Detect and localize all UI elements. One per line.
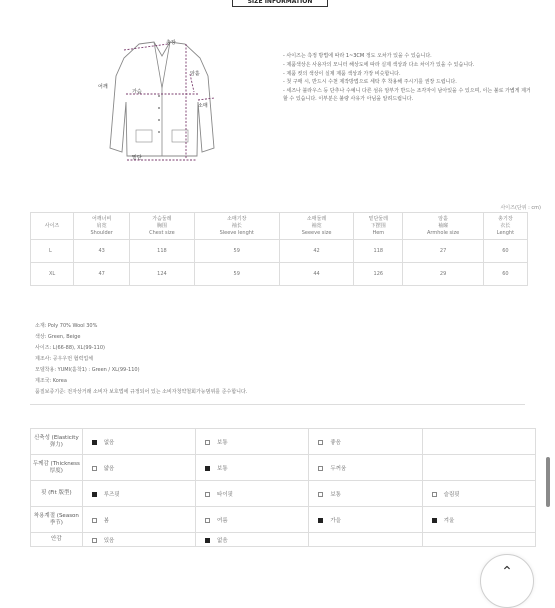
info-line: 제조사: 공우우먼 협력업체 [35,356,93,362]
garment-diagram [96,36,226,166]
size-header-cell [354,213,403,240]
checkbox[interactable] [205,492,210,497]
checkbox[interactable] [92,518,97,523]
fit-option-cell [196,507,309,533]
checked-checkbox[interactable] [92,492,97,497]
info-line: 소재: Poly 70% Wool 30% [35,323,98,329]
fit-row-label [31,533,83,547]
checkbox[interactable] [205,440,210,445]
fit-table [30,428,536,547]
size-header-text: 총기장 [498,215,513,222]
note-line: - 사이즈는 측정 방법에 따라 1~3CM 정도 오차가 있을 수 있습니다. [283,53,432,59]
fit-option-cell [196,455,309,481]
fit-option-label: 얇음 [103,465,115,472]
fit-option-label: 겨울 [443,517,455,524]
fit-row [31,481,536,507]
size-header-cell [74,213,130,240]
size-cell: 126 [354,263,403,286]
fit-option-cell [309,533,422,547]
size-cell: 59 [194,240,279,263]
checked-checkbox[interactable] [205,538,210,543]
fit-option-cell [422,533,535,547]
cardigan-illustration [96,36,226,166]
fit-label-text: 두께감 (Thickness [32,460,80,467]
fit-option-cell [309,429,422,455]
size-cell: 43 [74,240,130,263]
length-label: 총장 [166,40,176,46]
size-cell: 42 [279,240,353,263]
fit-option-cell [82,507,195,533]
fit-option-label: 봄 [103,517,110,524]
size-cell: 44 [279,263,353,286]
size-cell: 29 [403,263,483,286]
note-line: - 세즈나 블라우스 등 단추나 수예니 다른 섬유 암부가 반드는 조각자이 남아있을 수 있으며, 이는 불로 가볍게 제거 할 수 있습니다. 이부분은 불량 사유가 아님을 알려드립니다. [283,88,531,102]
size-header-cell [130,213,194,240]
fit-option-label: 슬림핏 [443,491,460,498]
size-notes [283,53,533,104]
size-cell: 118 [130,240,194,263]
size-header-text: Sleeve lenght [219,229,254,236]
size-cell: XL [31,263,74,286]
size-cell: 60 [483,263,527,286]
checked-checkbox[interactable] [318,518,323,523]
fit-option-cell [82,533,195,547]
fit-option-label: 보통 [217,465,228,472]
size-cell: 27 [403,240,483,263]
note-line: - 제품색상은 사용자의 모니터 해상도에 따라 실제 색상과 다소 차이가 있을 수 있습니다. [283,61,475,68]
fit-row [31,455,536,481]
sleeve-width-label: 소매 [198,103,208,109]
fit-label-text: 厚度) [49,467,63,474]
fit-label-text: 착용계절 (Season [33,512,79,519]
size-header-text: 소매둘레 [306,215,327,222]
checkbox[interactable] [432,492,437,497]
size-cell: 60 [483,240,527,263]
size-header-text: 袖长 [231,222,242,229]
size-header-text: 肩宽 [96,222,107,229]
fit-option-cell [422,481,535,507]
fit-option-label: 보통 [330,491,341,498]
size-header-text: 袖窿 [438,222,449,229]
shoulder-label: 어깨 [98,84,108,90]
chest-label: 가슴 [132,89,142,95]
size-header-text: 胸围 [156,222,167,229]
note-line: - 제품 컷의 색상이 실제 제품 색상과 가장 비슷합니다. [283,70,401,77]
size-information-header [232,0,328,7]
fit-option-label: 좋음 [330,439,341,446]
note-line: - 첫 구매 시, 반드시 수천 제작방법으로 세탁 후 착용해 주시기를 권장 드립니다. [283,79,457,86]
checked-checkbox[interactable] [92,440,97,445]
scrollbar-thumb[interactable] [546,457,550,507]
fit-row-label [31,429,83,455]
size-header-text: Shoulder [90,229,113,236]
fit-option-cell [422,429,535,455]
size-header-text: Armhole size [426,229,460,236]
checkbox[interactable] [92,466,97,471]
size-header-text: 사이즈 [44,222,60,229]
fit-row [31,429,536,455]
header-title: SIZE INFORMATION [247,0,313,5]
size-header-text: Hem [372,229,385,236]
fit-row-label [31,507,83,533]
hem-label: 밑단 [132,155,142,161]
size-header-text: 어깨너비 [91,215,112,222]
info-line: 품질보증기준: 전자상거래 소비자 보호법에 규정되어 있는 소비자청약철회가능범위를 준수합니다. [35,389,248,395]
fit-option-label: 없음 [217,537,228,544]
size-header-cell [403,213,483,240]
fit-row [31,533,536,547]
divider [30,404,525,405]
size-header-cell [194,213,279,240]
size-cell: 118 [354,240,403,263]
product-info [35,321,247,398]
fit-option-label: 타이핏 [217,491,233,498]
sleeve-label: 암홀 [190,71,200,77]
size-cell: 59 [194,263,279,286]
size-table-header [31,213,528,240]
size-cell: L [31,240,74,263]
fit-option-cell [422,507,535,533]
size-header-text: 袖宽 [311,222,322,229]
fit-option-cell [196,429,309,455]
fit-label-text: 핏 (Fit 版型) [41,490,72,496]
fit-option-label: 가을 [330,517,341,524]
fit-option-cell [196,481,309,507]
fit-option-cell [196,533,309,547]
size-header-text: Seeeve size [301,229,332,236]
fit-option-cell [82,429,195,455]
fit-option-cell [309,481,422,507]
checkbox[interactable] [318,440,323,445]
size-table [30,212,528,286]
fit-option-label: 여름 [217,517,228,524]
size-cell: 124 [130,263,194,286]
fit-label-text: 안감 [51,536,62,542]
size-header-cell [279,213,353,240]
size-header-cell [31,213,74,240]
fit-option-label: 있음 [103,537,115,544]
scroll-to-top-button[interactable] [480,554,534,608]
checked-checkbox[interactable] [205,466,210,471]
fit-option-label: 없음 [103,439,115,446]
arrow-up-icon: ⌃ [501,564,513,580]
fit-option-label: 루즈핏 [103,491,120,498]
fit-option-cell [82,481,195,507]
fit-option-cell [309,455,422,481]
checkbox[interactable] [205,518,210,523]
size-header-text: 가슴둘레 [152,215,172,222]
fit-option-cell [422,455,535,481]
info-line: 모델착용: YUMI(홀착1) : Green / XL(99-110) [35,367,140,373]
size-header-text: Chest size [149,229,175,236]
info-line: 색상: Green, Beige [35,334,81,340]
fit-option-label: 보통 [217,439,228,446]
size-header-text: 밑단둘레 [368,215,388,222]
checkbox[interactable] [318,492,323,497]
fit-option-cell [82,455,195,481]
size-cell: 47 [74,263,130,286]
fit-row-label [31,455,83,481]
size-header-text: Lenght [496,229,515,236]
size-table-row [31,240,528,263]
checkbox[interactable] [92,538,97,543]
size-header-cell [483,213,527,240]
size-header-text: 衣长 [500,222,511,229]
fit-label-text: 신축성 (Elasticity [33,434,79,441]
size-table-row [31,263,528,286]
fit-row-label [31,481,83,507]
checkbox[interactable] [318,466,323,471]
info-line: 제조국: Korea [35,378,67,384]
fit-label-text: 季节) [49,519,63,526]
size-unit-note: 사이즈(단위 : cm) [500,205,541,211]
size-header-text: 소매기장 [227,215,247,222]
size-header-text: 下摆围 [370,222,386,229]
fit-option-cell [309,507,422,533]
fit-label-text: 弹力) [49,441,63,448]
fit-row [31,507,536,533]
info-line: 사이즈: L(66-88), XL(99-110) [35,345,105,351]
fit-option-label: 두꺼움 [330,465,347,472]
size-header-text: 암홀 [438,215,448,222]
checked-checkbox[interactable] [432,518,437,523]
